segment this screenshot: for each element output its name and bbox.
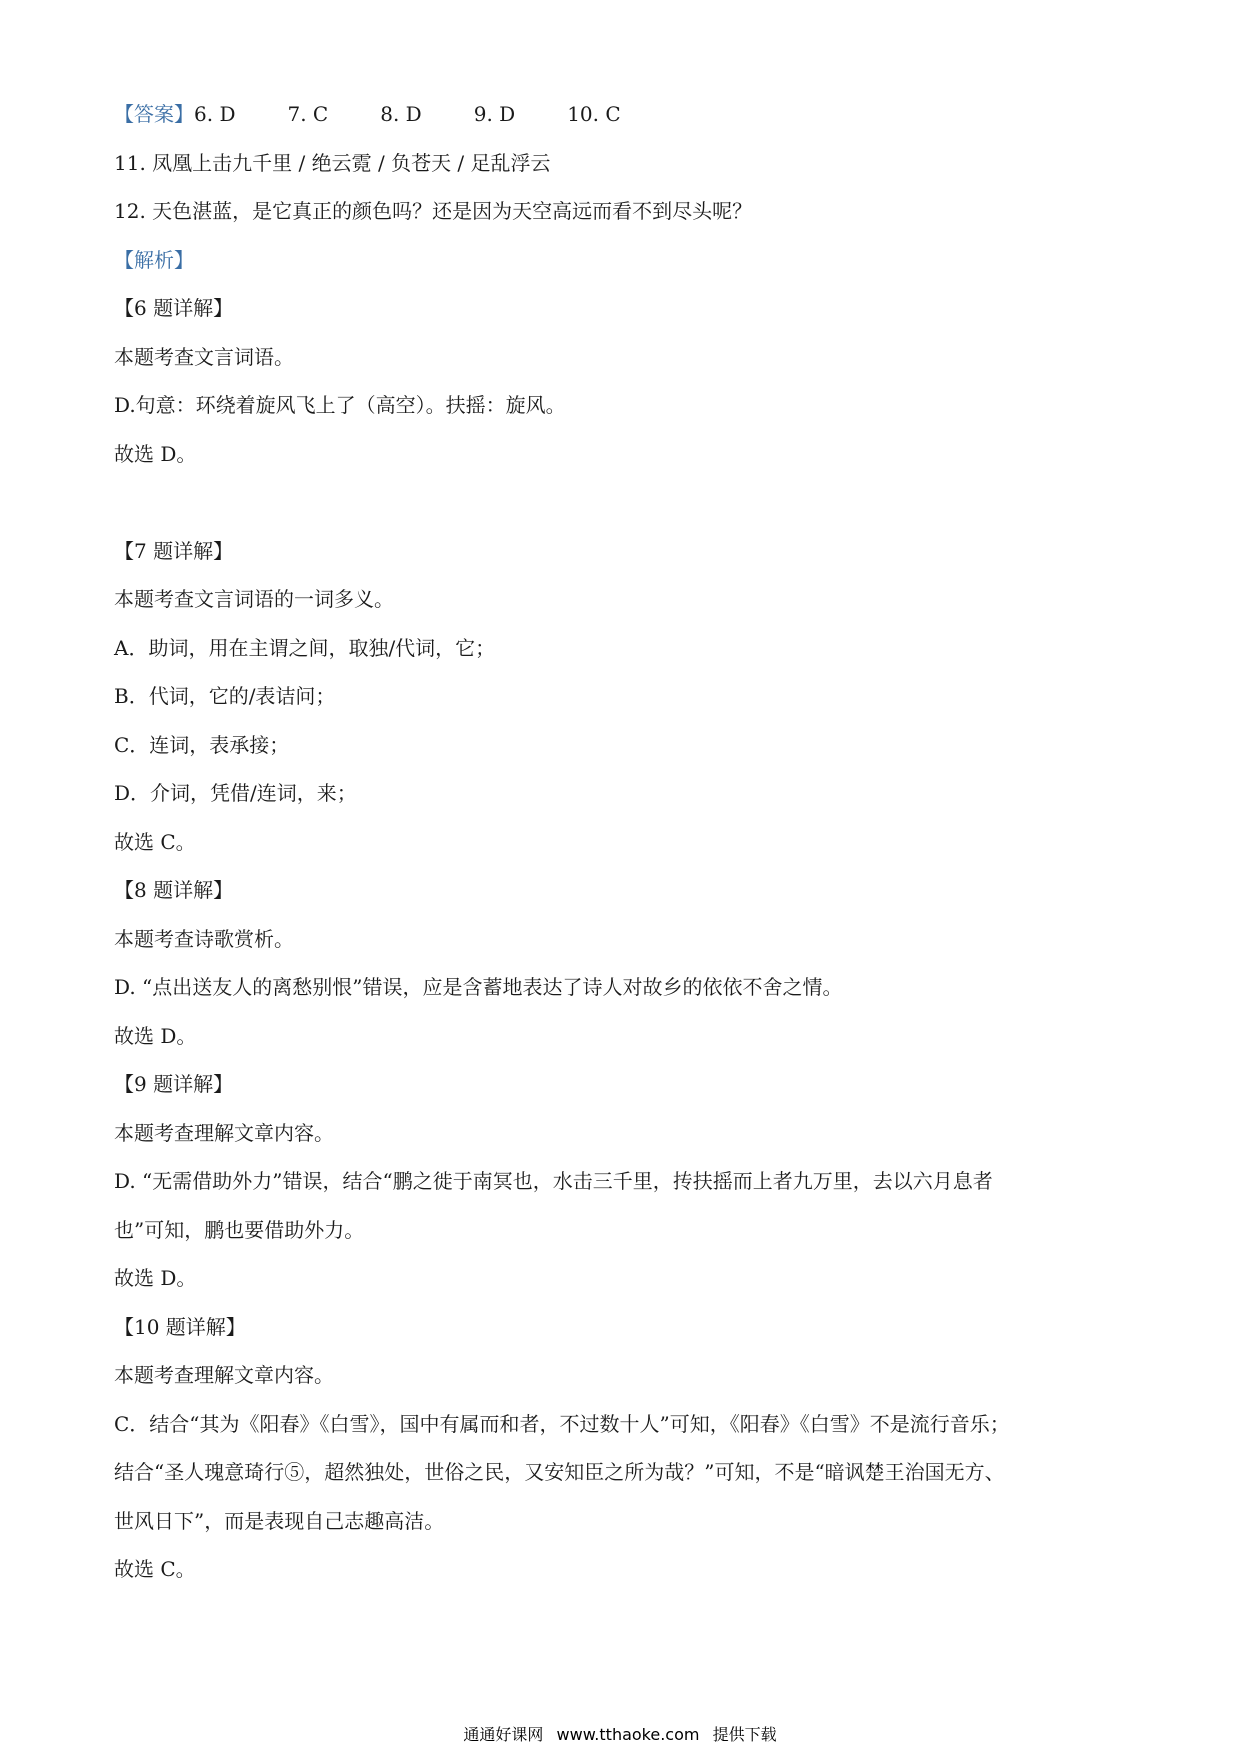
q9-explanation [114,1070,1124,1292]
paragraph-line: C．连词，表承接； [114,732,290,757]
answer-item: 7. C [287,102,329,126]
q10-heading: 【10 题详解】 [114,1314,246,1339]
paragraph-line: 世风日下”，而是表现自己志趣高洁。 [114,1508,445,1533]
q10-explanation [114,1313,1124,1584]
paragraph-line: 故选 D。 [114,1023,197,1048]
paragraph-line: 本题考查文言词语。 [114,344,294,369]
paragraph-line: A．助词，用在主谓之间，取独/代词，它； [114,635,496,660]
paragraph-line: 本题考查理解文章内容。 [114,1120,334,1145]
paragraph-line: D．介词，凭借/连词，来； [114,781,357,805]
footer-suffix: 提供下载 [712,1725,777,1744]
paragraph-line: D.句意：环绕着旋风飞上了（高空）。扶摇：旋风。 [114,393,566,417]
q7-explanation [114,537,1124,856]
footer-site-name: 通通好课网 [463,1725,544,1744]
paragraph-line: 故选 C。 [114,829,196,854]
answer-tag: 【答案】 [114,102,194,126]
question-11-answer: 11. 凤凰上击九千里 / 绝云霓 / 负苍天 / 足乱浮云 [114,150,551,175]
paragraph-line: 也”可知，鹏也要借助外力。 [114,1217,365,1242]
paragraph-line: 故选 D。 [114,1266,197,1290]
paragraph-line: D. “点出送友人的离愁别恨”错误，应是含蓄地表达了诗人对故乡的依依不舍之情。 [114,975,843,999]
paragraph-line: D. “无需借助外力”错误，结合“鹏之徙于南冥也，水击三千里，抟扶摇而上者九万里，去以六月息者 [114,1169,993,1193]
analysis-tag: 【解析】 [114,247,194,272]
blank-gap [114,488,1124,537]
paragraph-line: 结合“圣人瑰意琦行⑤，超然独处，世俗之民，又安知臣之所为哉？”可知，不是“暗讽楚王治国无方、 [114,1460,1005,1484]
answer-item: 9. D [473,102,516,126]
paragraph-line: 故选 C。 [114,1557,196,1581]
q8-heading: 【8 题详解】 [114,878,234,902]
answer-item: 8. D [380,102,422,126]
paragraph-line: 本题考查诗歌赏析。 [114,926,294,951]
answer-item: 6. D [194,102,236,126]
answer-line [114,100,1124,128]
page-footer [0,1724,1240,1746]
footer-url[interactable]: www.tthaoke.com [556,1725,700,1744]
q6-explanation [114,294,1124,468]
q6-heading: 【6 题详解】 [114,296,234,320]
q9-heading: 【9 题详解】 [114,1072,234,1096]
paragraph-line: 故选 D。 [114,441,197,466]
paragraph-line: 本题考查文言词语的一词多义。 [114,587,394,611]
q8-explanation [114,876,1124,1050]
document-body [114,100,1124,1604]
answer-item: 10. C [567,102,621,126]
q7-heading: 【7 题详解】 [114,538,234,563]
paragraph-line: C．结合“其为《阳春》《白雪》，国中有属而和者，不过数十人”可知，《阳春》《白雪》不是流行音乐； [114,1411,1010,1436]
question-12-answer: 12. 天色湛蓝，是它真正的颜色吗？还是因为天空高远而看不到尽头呢？ [114,199,753,223]
paragraph-line: 本题考查理解文章内容。 [114,1363,334,1387]
paragraph-line: B．代词，它的/表诘问； [114,684,336,708]
